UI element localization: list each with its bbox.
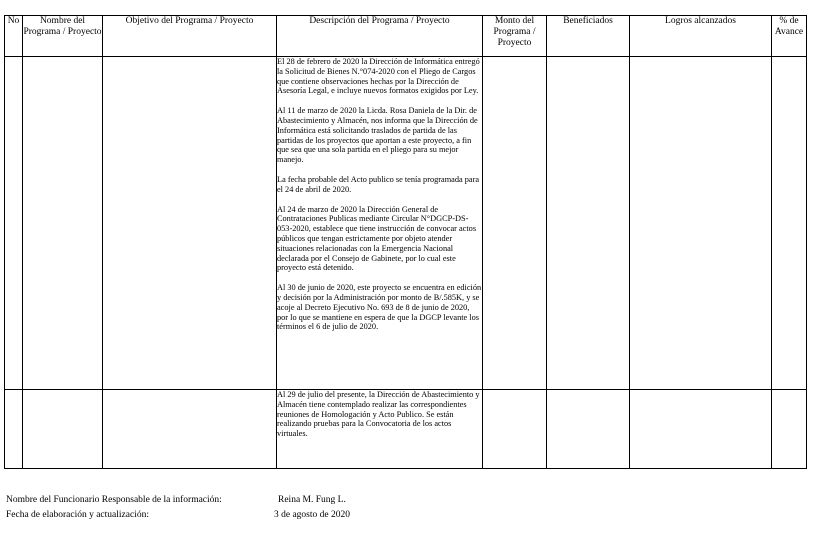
header-monto: Monto del Programa / Proyecto [483,16,547,57]
footer-fecha [6,509,350,521]
cell-avance [772,57,807,390]
cell-beneficiados [547,57,630,390]
cell-avance [772,390,807,469]
header-beneficiados: Beneficiados [547,16,630,57]
header-nombre: Nombre del Programa / Proyecto [23,16,103,57]
cell-no [5,390,23,469]
footer-responsable [6,494,346,506]
header-logros: Logros alcanzados [630,16,772,57]
responsable-label: Nombre del Funcionario Responsable de la información: [6,495,222,505]
cell-monto [483,390,547,469]
description-paragraph: Al 24 de marzo de 2020 la Dirección General de Contrataciones Publicas mediante Circular N°DGCP-DS-053-2020, establece que tiene instrucción de convocar actos públicos que tengan estrictamente por objeto atender situaciones relacionadas con la Emergencia Nacional declarada por el Consejo de Gabinete, por lo cual este proyecto está detenido. [277,204,477,273]
header-descripcion: Descripción del Programa / Proyecto [277,16,483,57]
table-header-row [5,16,807,57]
cell-objetivo [103,57,277,390]
cell-descripcion [277,390,483,469]
cell-monto [483,57,547,390]
description-paragraph: El 28 de febrero de 2020 la Dirección de Informática entregó la Solicitud de Bienes N.°074-2020 con el Pliego de Cargos que contiene observaciones hechas por la Dirección de Asesoría Legal, e incluye nuevos formatos exigidos por Ley. [277,57,480,96]
description-paragraph: Al 30 de junio de 2020, este proyecto se encuentra en edición y decisión por la Administración por monto de B/.585K, y se acoje al Decreto Ejecutivo No. 693 de 8 de junio de 2020, por lo que se mantiene en espera de que la DGCP levante los términos el 6 de julio de 2020. [277,283,482,332]
cell-nombre [23,390,103,469]
header-avance: % de Avance [772,16,807,57]
fecha-value: 3 de agosto de 2020 [274,510,350,520]
header-objetivo: Objetivo del Programa / Proyecto [103,16,277,57]
cell-beneficiados [547,390,630,469]
table-row [5,390,807,469]
fecha-label: Fecha de elaboración y actualización: [6,510,149,520]
description-paragraph: Al 11 de marzo de 2020 la Licda. Rosa Daniela de la Dir. de Abastecimiento y Almacén, nos informa que la Dirección de Informática está solicitando traslados de partida de las partidas de los proyectos que aportan a este proyecto, a fin que sea que una sola partida en el pliego para su mejor manejo. [277,106,478,165]
programs-table [4,15,807,469]
header-no: No [5,16,23,57]
description-paragraph: Al 29 de julio del presente, la Dirección de Abastecimiento y Almacén tiene contemplado realizar las correspondientes reuniones de Homologación y Acto Publico. Se están realizando pruebas para la Convocatoria de los actos virtuales. [277,390,480,439]
description-paragraph: La fecha probable del Acto publico se tenía programada para el 24 de abril de 2020. [277,174,480,194]
cell-descripcion [277,57,483,390]
cell-objetivo [103,390,277,469]
cell-no [5,57,23,390]
responsable-value: Reina M. Fung L. [278,495,346,505]
cell-nombre [23,57,103,390]
table-row [5,57,807,390]
cell-logros [630,390,772,469]
cell-logros [630,57,772,390]
